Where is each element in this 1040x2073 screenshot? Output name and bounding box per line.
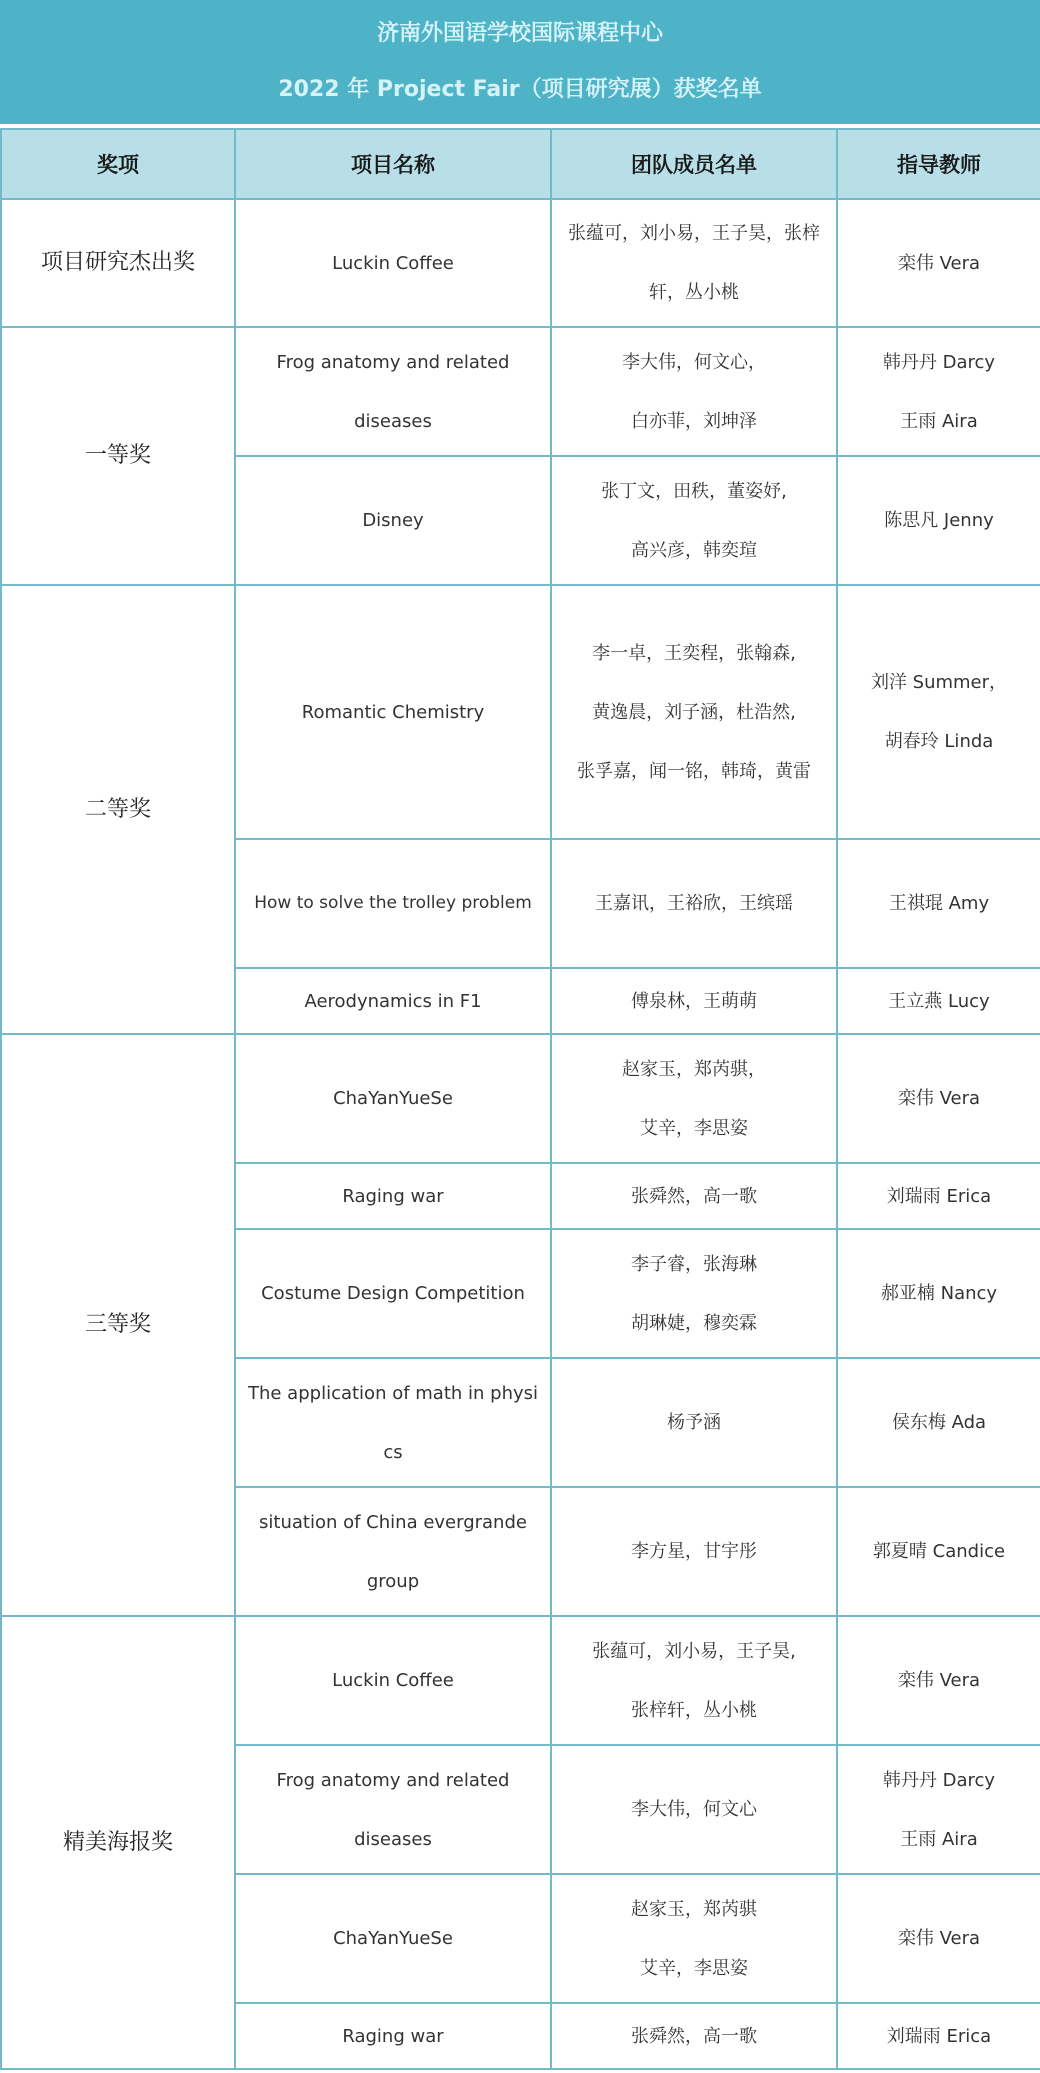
advisor: 刘瑞雨 Erica <box>837 1163 1040 1229</box>
team-members: 张舜然，高一歌 <box>551 2003 837 2069</box>
team-members: 王嘉讯，王裕欣，王缤瑶 <box>551 839 837 968</box>
advisor: 刘洋 Summer， 胡春玲 Linda <box>837 585 1040 839</box>
advisor: 郝亚楠 Nancy <box>837 1229 1040 1358</box>
advisor: 栾伟 Vera <box>837 1874 1040 2003</box>
team-members: 赵家玉，郑芮骐， 艾辛，李思姿 <box>551 1034 837 1163</box>
team-members: 李方星，甘宇彤 <box>551 1487 837 1616</box>
project-name: Raging war <box>235 2003 551 2069</box>
table-row <box>1 199 1040 327</box>
team-members: 张舜然，高一歌 <box>551 1163 837 1229</box>
page-header <box>0 0 1040 124</box>
table-header-row <box>1 129 1040 199</box>
column-header-members: 团队成员名单 <box>551 129 837 199</box>
project-name: Aerodynamics in F1 <box>235 968 551 1034</box>
advisor: 郭夏晴 Candice <box>837 1487 1040 1616</box>
award-category: 项目研究杰出奖 <box>1 199 235 327</box>
team-members: 张蕴可，刘小易，王子昊，张梓 轩，丛小桃 <box>551 199 837 327</box>
column-header-project: 项目名称 <box>235 129 551 199</box>
team-members: 傅泉林，王萌萌 <box>551 968 837 1034</box>
awards-table <box>0 128 1040 2070</box>
project-name: Luckin Coffee <box>235 199 551 327</box>
project-name: situation of China evergrande group <box>235 1487 551 1616</box>
advisor: 侯东梅 Ada <box>837 1358 1040 1487</box>
award-category: 精美海报奖 <box>1 1616 235 2069</box>
project-name: How to solve the trolley problem <box>235 839 551 968</box>
project-name: Raging war <box>235 1163 551 1229</box>
project-name: The application of math in physics <box>235 1358 551 1487</box>
header-subtitle: 2022 年 Project Fair（项目研究展）获奖名单 <box>278 77 762 102</box>
award-category: 一等奖 <box>1 327 235 585</box>
team-members: 张丁文，田秩，董姿妤, 高兴彦，韩奕瑄 <box>551 456 837 585</box>
project-name: Frog anatomy and related diseases <box>235 327 551 456</box>
advisor: 陈思凡 Jenny <box>837 456 1040 585</box>
project-name: Luckin Coffee <box>235 1616 551 1745</box>
team-members: 李子睿，张海琳 胡琳婕，穆奕霖 <box>551 1229 837 1358</box>
advisor: 栾伟 Vera <box>837 1616 1040 1745</box>
advisor: 韩丹丹 Darcy 王雨 Aira <box>837 327 1040 456</box>
table-row <box>1 327 1040 456</box>
project-name: Costume Design Competition <box>235 1229 551 1358</box>
team-members: 李大伟，何文心 <box>551 1745 837 1874</box>
advisor: 王祺琨 Amy <box>837 839 1040 968</box>
project-name: Romantic Chemistry <box>235 585 551 839</box>
table-row <box>1 585 1040 839</box>
project-name: Frog anatomy and related diseases <box>235 1745 551 1874</box>
project-name: ChaYanYueSe <box>235 1874 551 2003</box>
advisor: 韩丹丹 Darcy 王雨 Aira <box>837 1745 1040 1874</box>
award-category: 二等奖 <box>1 585 235 1034</box>
team-members: 杨予涵 <box>551 1358 837 1487</box>
project-name: ChaYanYueSe <box>235 1034 551 1163</box>
award-category: 三等奖 <box>1 1034 235 1616</box>
column-header-award: 奖项 <box>1 129 235 199</box>
team-members: 李大伟，何文心， 白亦菲，刘坤泽 <box>551 327 837 456</box>
table-row <box>1 1034 1040 1163</box>
table-row <box>1 1616 1040 1745</box>
team-members: 李一卓，王奕程，张翰森, 黄逸晨，刘子涵，杜浩然, 张孚嘉，闻一铭，韩琦，黄雷 <box>551 585 837 839</box>
project-name: Disney <box>235 456 551 585</box>
advisor: 栾伟 Vera <box>837 199 1040 327</box>
column-header-teacher: 指导教师 <box>837 129 1040 199</box>
team-members: 张蕴可，刘小易，王子昊, 张梓轩，丛小桃 <box>551 1616 837 1745</box>
advisor: 刘瑞雨 Erica <box>837 2003 1040 2069</box>
header-title: 济南外国语学校国际课程中心 <box>376 21 663 46</box>
advisor: 栾伟 Vera <box>837 1034 1040 1163</box>
advisor: 王立燕 Lucy <box>837 968 1040 1034</box>
team-members: 赵家玉，郑芮骐 艾辛，李思姿 <box>551 1874 837 2003</box>
